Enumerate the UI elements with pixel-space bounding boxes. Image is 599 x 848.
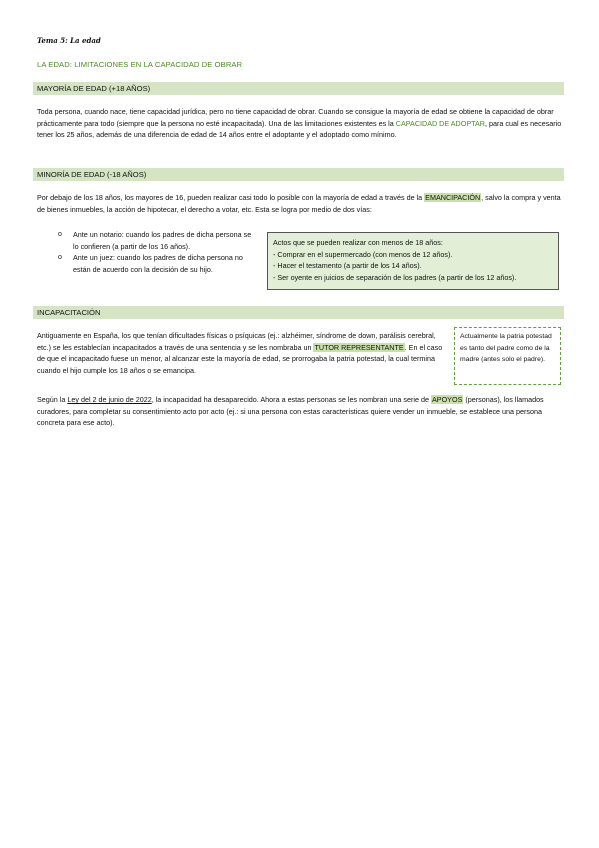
section-heading-incapacitacion: INCAPACITACIÓN — [33, 306, 564, 319]
bullet-icon: o — [58, 231, 62, 238]
actos-box-line: - Ser oyente en juicios de separación de los padres (a partir de los 12 años). — [273, 272, 517, 282]
list-item — [58, 252, 258, 275]
list-item — [58, 229, 258, 252]
capacidad-adoptar-highlight: CAPACIDAD DE ADOPTAR — [395, 118, 485, 128]
bullet-icon: o — [58, 254, 62, 261]
emancipacion-vias-list — [58, 229, 258, 275]
page-header-title: Tema 5: La edad — [37, 36, 101, 45]
ley-text-end: (personas), los llamados curadores, para completar su consentimiento acto por acto (ej.: si una persona con estas características quiere vender un inmueble, se establece una persona concreta para ese acto). — [37, 395, 544, 427]
mayoria-text-1: Toda persona, cuando nace, tiene capacidad jurídica, pero no tiene capacidad de obrar. Cuando se consigue la mayoría de edad se obtiene la capacidad de obrar prácticamente para todo (siempre que la persona no esté incapacitada). Una de las limitaciones existentes es la — [37, 107, 554, 128]
bullet-text: Ante un juez: cuando los padres de dicha persona no están de acuerdo con la decisión de su hijo. — [73, 253, 243, 274]
actos-menores-box — [267, 232, 559, 290]
minoria-text-2: , salvo la compra y venta de bienes inmuebles, la acción de hipotecar, el derecho a votar, etc. Esta se logra por medio de dos vías: — [37, 193, 561, 214]
mayoria-text-2: , para cual es necesario tener los 25 años, además de una diferencia de edad de 14 años entre el adoptante y el adoptado como mínimo. — [37, 118, 562, 139]
ley-apoyos-paragraph — [37, 394, 565, 429]
patria-potestad-note: Actualmente la patria potestad es tanto del padre como de la madre (antes solo el padre). — [454, 327, 561, 385]
actos-box-title: Actos que se pueden realizar con menos de 18 años: — [273, 238, 443, 247]
ley-text-prefix: Según la — [37, 395, 68, 404]
section-heading-minoria: MINORÍA DE EDAD (-18 AÑOS) — [33, 168, 564, 181]
minoria-text-1: Por debajo de los 18 años, los mayores de 16, pueden realizar casi todo lo posible con la mayoría de edad a través de la — [37, 193, 425, 202]
tutor-representante-highlight: TUTOR REPRESENTANTE — [314, 342, 404, 352]
ley-2022-link-text: Ley del 2 de junio de 2022 — [67, 395, 152, 404]
actos-box-line: - Hacer el testamento (a partir de los 14 años). — [273, 261, 422, 270]
incapacitacion-paragraph — [37, 330, 447, 376]
bullet-text: Ante un notario: cuando los padres de dicha persona se lo confieren (a partir de los 16 años). — [73, 230, 252, 251]
actos-box-line: - Comprar en el supermercado (con menos de 12 años). — [273, 249, 453, 259]
section-heading-mayoria: MAYORÍA DE EDAD (+18 AÑOS) — [33, 82, 564, 95]
minoria-paragraph — [37, 192, 565, 215]
ley-text-mid: , la incapacidad ha desaparecido. Ahora a estas personas se les nombran una serie de — [151, 395, 431, 404]
incapacitacion-text-1: Antiguamente en España, los que tenían dificultades físicas o psíquicas (ej.: alzhéimer, síndrome de down, parálisis cerebral, etc.) se les establecían incapacitados a través de una sentencia y se les nombraba un — [37, 331, 436, 352]
apoyos-highlight: APOYOS — [432, 395, 463, 404]
emancipacion-highlight: EMANCIPACIÓN — [425, 193, 481, 202]
incapacitacion-text-2: . En el caso de que el incapacitado fuese un menor, al alcanzar este la mayoría de edad, se prorrogaba la patria potestad, la cual termina cuando el hijo cumple los 18 años o se emancipa. — [37, 342, 443, 375]
document-title: LA EDAD: LIMITACIONES EN LA CAPACIDAD DE OBRAR — [37, 60, 243, 69]
mayoria-paragraph — [37, 106, 565, 141]
